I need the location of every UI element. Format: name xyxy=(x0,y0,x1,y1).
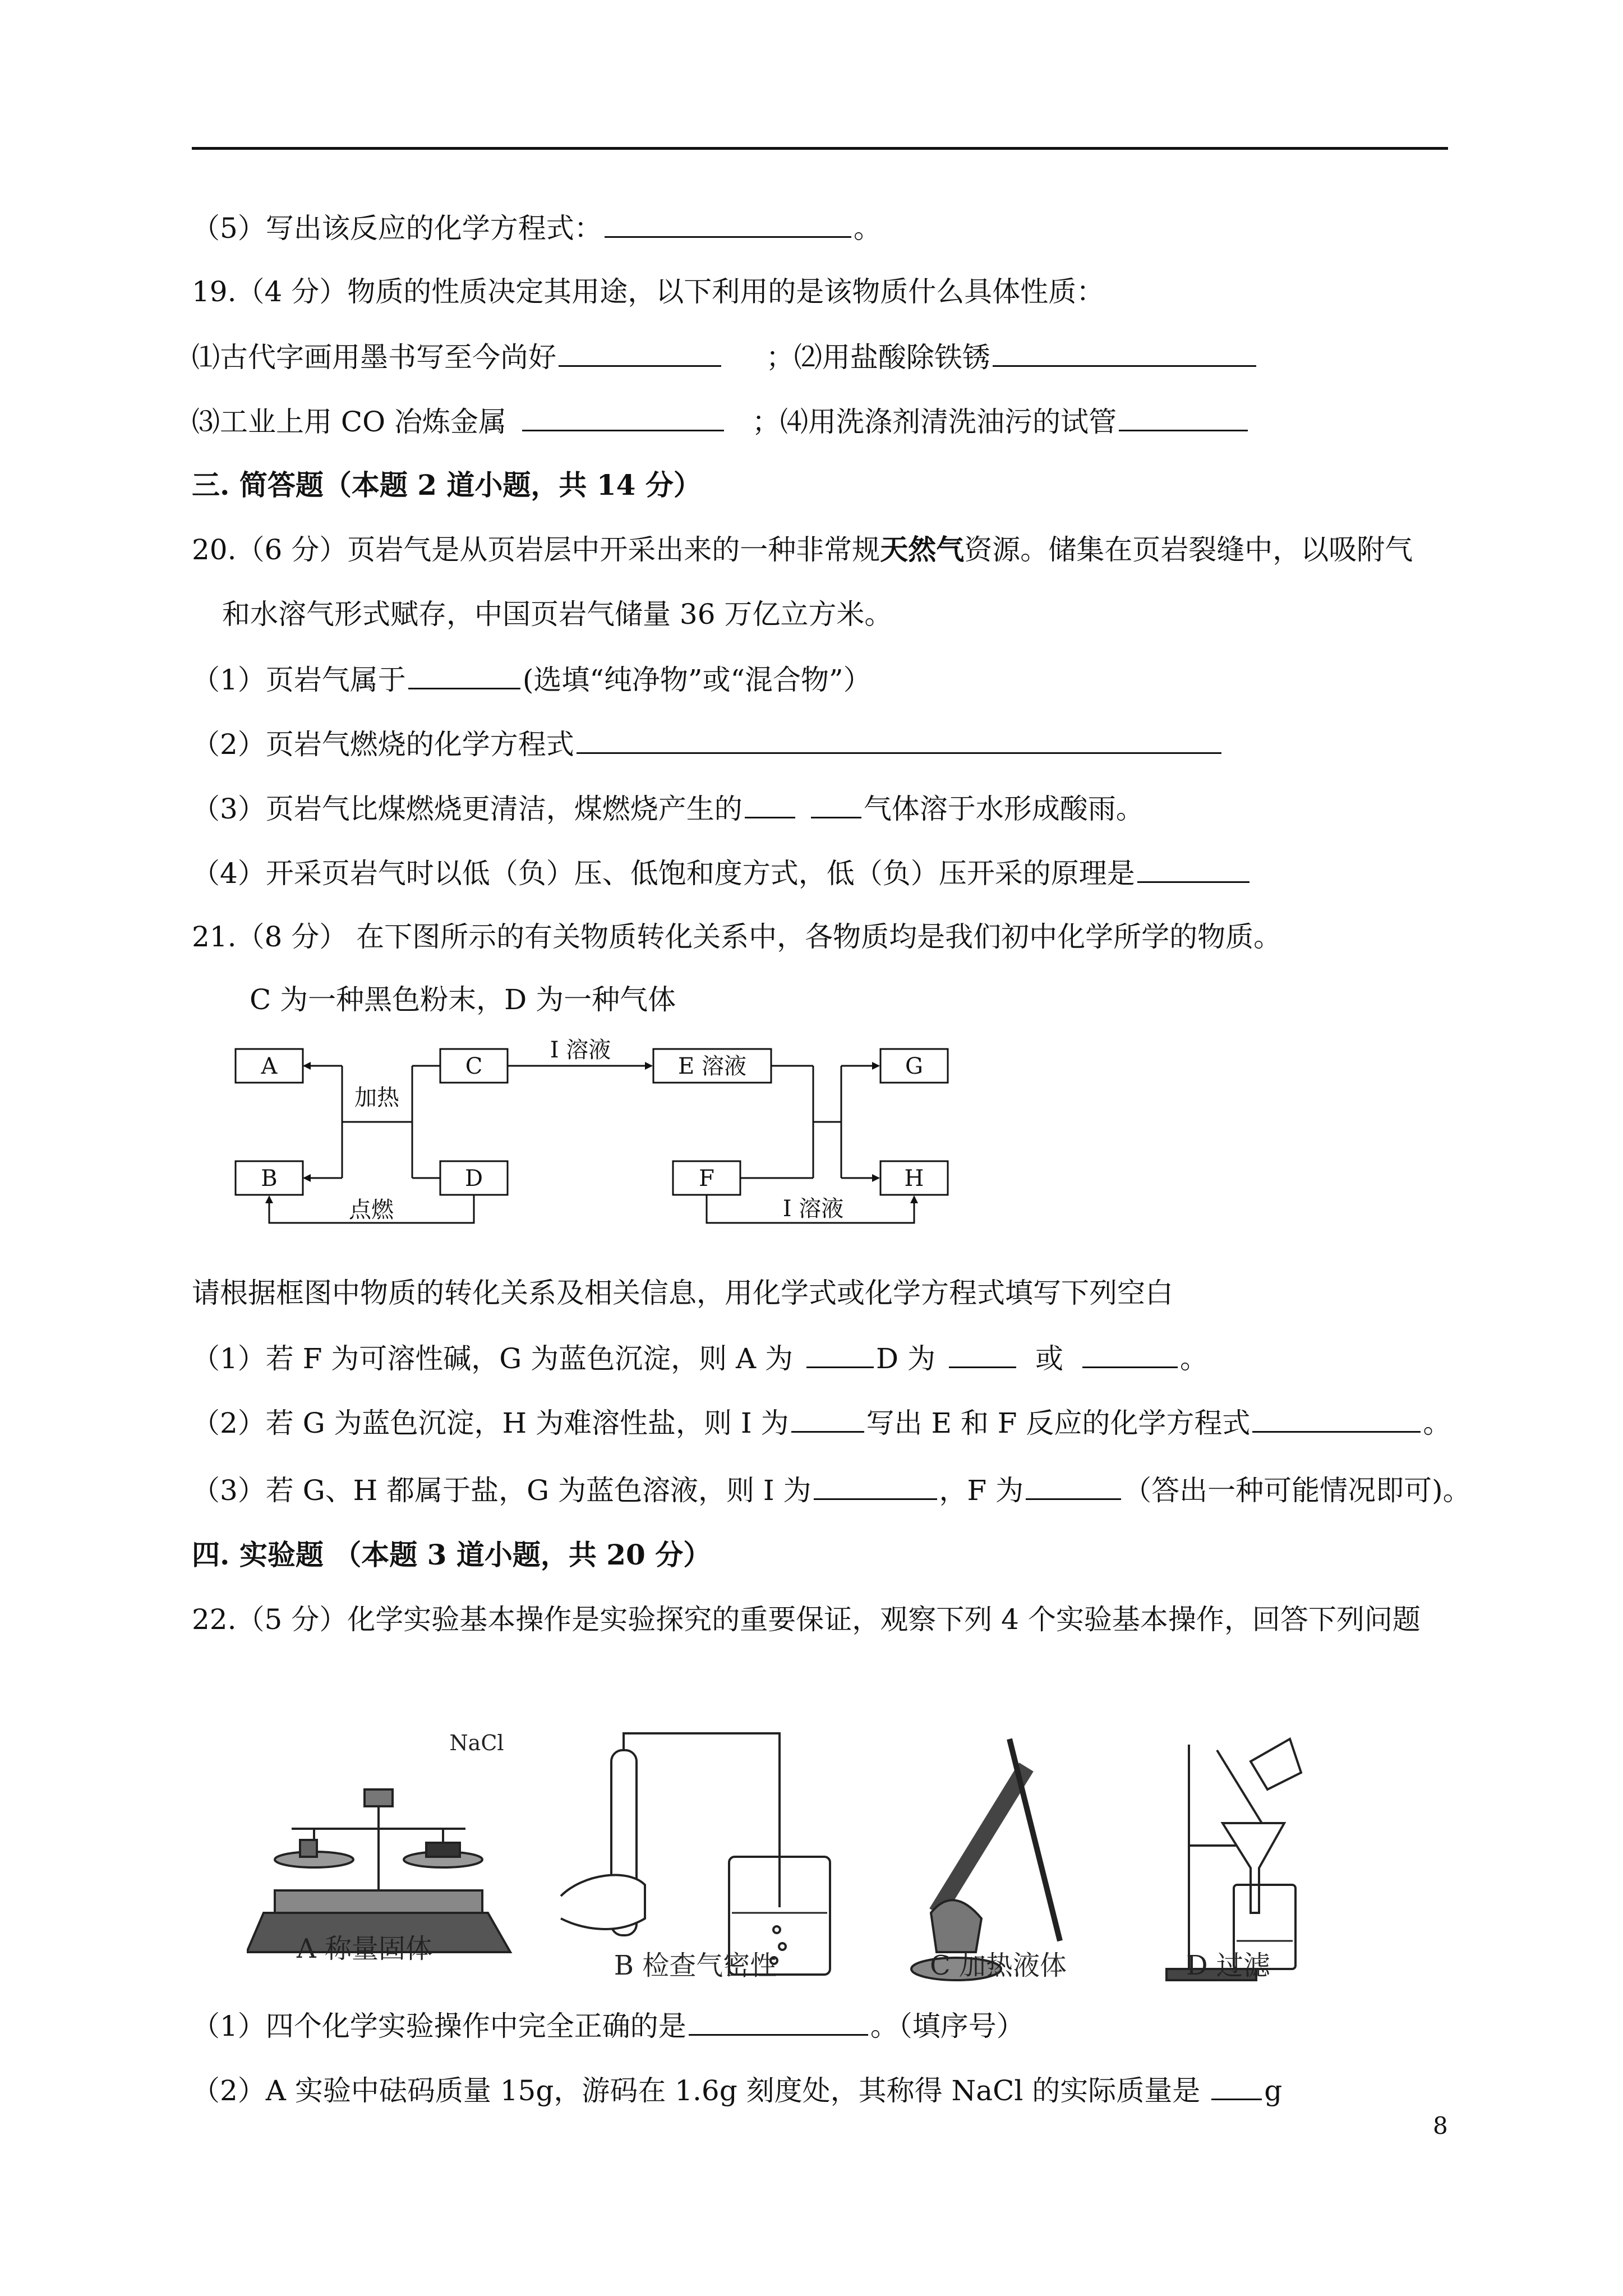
q21-blank3a[interactable] xyxy=(814,1473,937,1500)
label-c: C xyxy=(465,1053,483,1079)
label-f: F xyxy=(699,1166,714,1191)
q21-blank1a[interactable] xyxy=(806,1341,874,1368)
q21-instruction: 请根据框图中物质的转化关系及相关信息，用化学式或化学方程式填写下列空白 xyxy=(192,1277,1173,1309)
q20-blank4[interactable] xyxy=(1137,855,1249,883)
q21-stem: 21.（8 分） 在下图所示的有关物质转化关系中，各物质均是我们初中化学所学的物质。 xyxy=(192,921,1282,953)
q21-blank2b[interactable] xyxy=(1252,1405,1421,1433)
caption-a: A 称量固体 xyxy=(297,1933,432,1964)
q21-blank2a[interactable] xyxy=(791,1405,864,1433)
label-e: E 溶液 xyxy=(678,1053,746,1079)
airtightness-icon xyxy=(561,1733,830,1975)
q20-blank2[interactable] xyxy=(577,726,1221,754)
nacl-label: NaCl xyxy=(449,1731,504,1755)
section3-title: 三. 简答题（本题 2 道小题，共 14 分） xyxy=(192,468,702,501)
q20-blank3b[interactable] xyxy=(811,791,861,818)
q19-stem: 19.（4 分）物质的性质决定其用途，以下利用的是该物质什么具体性质： xyxy=(192,275,1105,308)
q19-row2: ⑶工业上用 CO 冶炼金属 ；⑷用洗涤剂清洗油污的试管 xyxy=(192,404,1250,439)
section4-title: 四. 实验题 （本题 3 道小题，共 20 分） xyxy=(192,1538,712,1571)
q20-blank1[interactable] xyxy=(408,662,520,689)
q22-stem: 22.（5 分）化学实验基本操作是实验探究的重要保证，观察下列 4 个实验基本操作，回答下列问题 xyxy=(192,1603,1421,1636)
caption-b: B 检查气密性 xyxy=(614,1950,777,1981)
label-d: D xyxy=(464,1166,483,1191)
label-a: A xyxy=(261,1053,278,1079)
q21-s3: （3）若 G、H 都属于盐，G 为蓝色溶液，则 I 为 ，F 为 （答出一种可能情况即可)。 xyxy=(192,1473,1471,1507)
filtration-icon xyxy=(1166,1739,1301,1980)
heating-liquid-icon xyxy=(911,1739,1060,1980)
q22-blank1[interactable] xyxy=(689,2008,868,2036)
q22-lab-figures xyxy=(247,1728,1357,1997)
page-number: 8 xyxy=(1433,2112,1448,2139)
label-heat: 加热 xyxy=(354,1085,399,1111)
q21-s2: （2）若 G 为蓝色沉淀，H 为难溶性盐，则 I 为 写出 E 和 F 反应的化学方程式 。 xyxy=(192,1405,1451,1440)
q20-s4: （4）开采页岩气时以低（负）压、低饱和度方式，低（负）压开采的原理是 xyxy=(192,855,1252,890)
label-i-top: I 溶液 xyxy=(550,1037,611,1063)
q19-blank2[interactable] xyxy=(993,339,1256,367)
q18-5-blank[interactable] xyxy=(605,210,851,238)
q20-stem: 20.（6 分）页岩气是从页岩层中开采出来的一种非常规天然气资源。储集在页岩裂缝中，以吸附气 xyxy=(192,533,1413,566)
label-ignite: 点燃 xyxy=(349,1197,394,1223)
label-h: H xyxy=(904,1166,924,1191)
caption-c: C 加热液体 xyxy=(930,1950,1067,1981)
label-g: G xyxy=(905,1053,923,1079)
q21-blank1c[interactable] xyxy=(1082,1341,1178,1368)
q22-blank2[interactable] xyxy=(1211,2073,1262,2100)
q19-blank3[interactable] xyxy=(522,404,724,431)
q20-blank3a[interactable] xyxy=(745,791,795,818)
q18-5-line: （5）写出该反应的化学方程式： 。 xyxy=(192,210,882,245)
q20-stem-cont: 和水溶气形式赋存，中国页岩气储量 36 万亿立方米。 xyxy=(222,598,893,631)
q19-blank4[interactable] xyxy=(1119,404,1248,431)
q21-conversion-diagram xyxy=(224,1032,970,1245)
balance-icon xyxy=(247,1789,510,1952)
q20-s1: （1）页岩气属于 (选填“纯净物”或“混合物”） xyxy=(192,662,872,697)
q21-blank3b[interactable] xyxy=(1026,1473,1121,1500)
q20-s2: （2）页岩气燃烧的化学方程式 xyxy=(192,726,1224,761)
caption-d: D 过滤 xyxy=(1186,1950,1270,1981)
q20-s3: （3）页岩气比煤燃烧更清洁，煤燃烧产生的 气体溶于水形成酸雨。 xyxy=(192,791,1144,826)
q18-5-text: （5）写出该反应的化学方程式： xyxy=(192,212,602,245)
q21-note: C 为一种黑色粉末，D 为一种气体 xyxy=(250,983,676,1016)
q21-s1: （1）若 F 为可溶性碱，G 为蓝色沉淀，则 A 为 D 为 或 。 xyxy=(192,1341,1208,1375)
q19-row1: ⑴古代字画用墨书写至今尚好 ；⑵用盐酸除铁锈 xyxy=(192,339,1258,374)
header-rule xyxy=(192,147,1448,150)
q22-s2: （2）A 实验中砝码质量 15g，游码在 1.6g 刻度处，其称得 NaCl 的实际质量是 g xyxy=(192,2073,1282,2108)
q19-blank1[interactable] xyxy=(559,339,721,367)
q22-s1: （1）四个化学实验操作中完全正确的是 。（填序号） xyxy=(192,2008,1025,2043)
label-i-bottom: I 溶液 xyxy=(782,1196,844,1222)
label-b: B xyxy=(261,1166,278,1191)
q21-blank1b[interactable] xyxy=(949,1341,1016,1368)
